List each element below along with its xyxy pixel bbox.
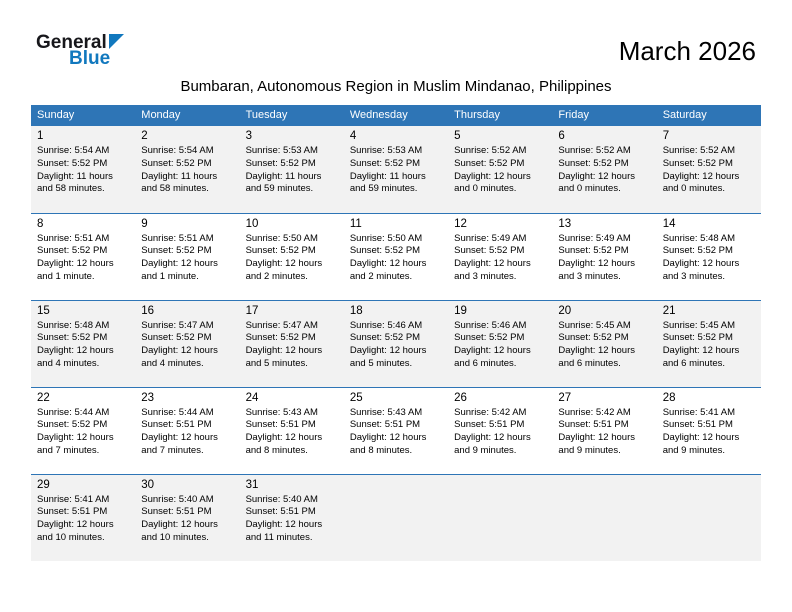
day-cell bbox=[240, 387, 344, 474]
daylight-line-2: and 8 minutes. bbox=[349, 444, 413, 456]
daylight-line: Daylight: 12 hours bbox=[37, 258, 114, 270]
day-info bbox=[37, 233, 132, 284]
day-number: 5 bbox=[454, 130, 461, 142]
day-cell bbox=[135, 213, 239, 300]
day-info bbox=[663, 145, 758, 196]
day-info bbox=[663, 233, 758, 284]
daylight-line: Daylight: 12 hours bbox=[558, 345, 635, 357]
day-info bbox=[141, 233, 236, 284]
day-info bbox=[246, 494, 341, 545]
daylight-line: Daylight: 12 hours bbox=[141, 258, 218, 270]
daylight-line-2: and 1 minute. bbox=[141, 270, 199, 282]
daylight-line: Daylight: 12 hours bbox=[37, 432, 114, 444]
daylight-line-2: and 8 minutes. bbox=[245, 444, 308, 456]
daylight-line: Daylight: 12 hours bbox=[141, 519, 218, 531]
daylight-line: Daylight: 12 hours bbox=[245, 345, 323, 357]
day-cell bbox=[448, 126, 552, 213]
sunrise-line: Sunrise: 5:49 AM bbox=[454, 232, 527, 244]
day-number: 20 bbox=[558, 304, 572, 317]
day-number: 14 bbox=[662, 217, 676, 230]
daylight-line: Daylight: 12 hours bbox=[141, 345, 218, 357]
sunrise-line: Sunrise: 5:49 AM bbox=[558, 232, 631, 244]
sunrise-line: Sunrise: 5:44 AM bbox=[37, 406, 110, 418]
daylight-line-2: and 1 minute. bbox=[37, 270, 95, 282]
daylight-line: Daylight: 12 hours bbox=[662, 345, 740, 357]
sunset-line: Sunset: 5:51 PM bbox=[37, 506, 108, 518]
day-info bbox=[558, 407, 653, 458]
sunset-line: Sunset: 5:52 PM bbox=[37, 245, 108, 257]
daylight-line: Daylight: 12 hours bbox=[662, 432, 740, 444]
sunrise-line: Sunrise: 5:46 AM bbox=[349, 319, 423, 331]
day-info bbox=[558, 233, 653, 284]
day-info bbox=[246, 320, 341, 371]
day-number: 10 bbox=[245, 217, 259, 230]
daylight-line: Daylight: 12 hours bbox=[245, 258, 323, 270]
day-number: 31 bbox=[245, 478, 259, 491]
daylight-line: Daylight: 11 hours bbox=[141, 170, 218, 182]
day-number: 26 bbox=[454, 391, 467, 404]
daylight-line-2: and 6 minutes. bbox=[558, 357, 621, 369]
day-info bbox=[454, 320, 549, 371]
week-row bbox=[31, 300, 761, 387]
day-cell bbox=[240, 213, 344, 300]
daylight-line: Daylight: 12 hours bbox=[141, 432, 218, 444]
sunrise-line: Sunrise: 5:47 AM bbox=[141, 319, 214, 331]
daylight-line: Daylight: 12 hours bbox=[662, 258, 740, 270]
daylight-line-2: and 3 minutes. bbox=[454, 270, 517, 282]
daylight-line-2: and 10 minutes. bbox=[141, 531, 209, 543]
page-title: March 2026 bbox=[618, 36, 756, 66]
sunset-line: Sunset: 5:52 PM bbox=[662, 245, 733, 257]
sunset-line: Sunset: 5:52 PM bbox=[454, 332, 525, 344]
sunset-line: Sunset: 5:52 PM bbox=[245, 245, 316, 257]
day-cell bbox=[135, 387, 239, 474]
daylight-line: Daylight: 12 hours bbox=[349, 432, 427, 444]
day-info bbox=[37, 320, 132, 371]
day-info bbox=[141, 494, 236, 545]
day-number: 25 bbox=[349, 391, 363, 404]
weekday-header: Saturday bbox=[657, 105, 761, 126]
daylight-line: Daylight: 12 hours bbox=[662, 170, 740, 182]
sunrise-line: Sunrise: 5:52 AM bbox=[558, 145, 631, 156]
day-number: 30 bbox=[141, 478, 155, 491]
sunrise-line: Sunrise: 5:47 AM bbox=[245, 319, 318, 331]
day-cell bbox=[657, 387, 761, 474]
sunset-line: Sunset: 5:52 PM bbox=[141, 245, 212, 257]
day-cell bbox=[240, 300, 344, 387]
day-number: 12 bbox=[454, 217, 467, 230]
sunrise-line: Sunrise: 5:41 AM bbox=[662, 406, 736, 418]
daylight-line-2: and 9 minutes. bbox=[454, 444, 517, 456]
daylight-line-2: and 3 minutes. bbox=[662, 270, 726, 282]
day-cell bbox=[448, 213, 552, 300]
sunset-line: Sunset: 5:52 PM bbox=[454, 245, 525, 257]
daylight-line: Daylight: 12 hours bbox=[454, 258, 531, 270]
daylight-line-2: and 58 minutes. bbox=[37, 183, 105, 195]
daylight-line: Daylight: 12 hours bbox=[37, 345, 114, 357]
day-cell bbox=[344, 126, 448, 213]
weekday-header-row bbox=[31, 105, 761, 126]
sunrise-line: Sunrise: 5:51 AM bbox=[37, 232, 110, 244]
day-cell bbox=[240, 474, 344, 561]
sunrise-line: Sunrise: 5:52 AM bbox=[662, 145, 736, 156]
sunset-line: Sunset: 5:51 PM bbox=[349, 419, 421, 431]
day-info bbox=[350, 145, 445, 196]
daylight-line: Daylight: 12 hours bbox=[245, 432, 323, 444]
daylight-line-2: and 9 minutes. bbox=[558, 444, 621, 456]
week-row bbox=[31, 213, 761, 300]
day-cell bbox=[552, 387, 656, 474]
sunrise-line: Sunrise: 5:43 AM bbox=[349, 406, 423, 418]
sunset-line: Sunset: 5:51 PM bbox=[141, 506, 212, 518]
day-number: 22 bbox=[37, 391, 50, 404]
sunrise-line: Sunrise: 5:51 AM bbox=[141, 232, 214, 244]
day-info bbox=[558, 320, 653, 371]
location-subtitle: Bumbaran, Autonomous Region in Muslim Mindanao, Philippines bbox=[180, 78, 612, 95]
day-number: 21 bbox=[662, 304, 676, 317]
daylight-line-2: and 5 minutes. bbox=[349, 357, 413, 369]
day-cell bbox=[657, 213, 761, 300]
day-info bbox=[454, 407, 549, 458]
day-cell bbox=[552, 126, 656, 213]
daylight-line-2: and 0 minutes. bbox=[662, 183, 726, 195]
sunrise-line: Sunrise: 5:46 AM bbox=[454, 319, 527, 331]
sunrise-line: Sunrise: 5:50 AM bbox=[349, 232, 423, 244]
daylight-line: Daylight: 11 hours bbox=[349, 170, 426, 182]
weekday-header: Wednesday bbox=[344, 105, 448, 126]
daylight-line: Daylight: 12 hours bbox=[37, 519, 114, 531]
day-number: 16 bbox=[141, 304, 155, 317]
day-number: 27 bbox=[558, 391, 572, 404]
daylight-line-2: and 4 minutes. bbox=[141, 357, 204, 369]
day-info bbox=[37, 494, 132, 545]
day-number: 23 bbox=[141, 391, 155, 404]
sunset-line: Sunset: 5:52 PM bbox=[558, 157, 629, 169]
day-number: 6 bbox=[558, 130, 565, 142]
daylight-line-2: and 58 minutes. bbox=[141, 183, 209, 195]
day-info bbox=[37, 145, 132, 196]
daylight-line: Daylight: 12 hours bbox=[454, 170, 531, 182]
sunrise-line: Sunrise: 5:45 AM bbox=[558, 319, 631, 331]
sunset-line: Sunset: 5:52 PM bbox=[245, 332, 316, 344]
day-cell bbox=[31, 213, 135, 300]
day-cell bbox=[344, 300, 448, 387]
day-number: 17 bbox=[245, 304, 259, 317]
day-cell bbox=[552, 300, 656, 387]
daylight-line: Daylight: 12 hours bbox=[454, 432, 531, 444]
sunrise-line: Sunrise: 5:50 AM bbox=[245, 232, 318, 244]
sunset-line: Sunset: 5:51 PM bbox=[558, 419, 629, 431]
sunrise-line: Sunrise: 5:41 AM bbox=[37, 493, 110, 505]
day-cell bbox=[31, 387, 135, 474]
empty-cell bbox=[657, 474, 761, 561]
empty-cell bbox=[344, 474, 448, 561]
sunset-line: Sunset: 5:52 PM bbox=[349, 245, 421, 257]
empty-cell bbox=[552, 474, 656, 561]
sunset-line: Sunset: 5:52 PM bbox=[454, 157, 525, 169]
day-cell bbox=[31, 300, 135, 387]
daylight-line: Daylight: 12 hours bbox=[349, 258, 427, 270]
day-info bbox=[350, 407, 445, 458]
sunrise-line: Sunrise: 5:54 AM bbox=[37, 145, 110, 156]
daylight-line-2: and 6 minutes. bbox=[454, 357, 517, 369]
day-info bbox=[350, 320, 445, 371]
sunset-line: Sunset: 5:52 PM bbox=[37, 419, 108, 431]
day-info bbox=[246, 145, 341, 196]
daylight-line-2: and 2 minutes. bbox=[245, 270, 308, 282]
daylight-line-2: and 2 minutes. bbox=[349, 270, 413, 282]
day-cell bbox=[448, 387, 552, 474]
week-row bbox=[31, 474, 761, 561]
day-number: 4 bbox=[349, 130, 357, 142]
day-cell bbox=[657, 126, 761, 213]
general-blue-logo bbox=[36, 33, 124, 68]
empty-cell bbox=[448, 474, 552, 561]
sunrise-line: Sunrise: 5:52 AM bbox=[454, 145, 527, 156]
day-number: 9 bbox=[141, 217, 148, 230]
day-cell bbox=[31, 474, 135, 561]
daylight-line: Daylight: 12 hours bbox=[349, 345, 427, 357]
daylight-line: Daylight: 12 hours bbox=[454, 345, 531, 357]
daylight-line: Daylight: 11 hours bbox=[245, 170, 322, 182]
sunrise-line: Sunrise: 5:43 AM bbox=[245, 406, 318, 418]
weekday-header: Monday bbox=[135, 105, 239, 126]
sunset-line: Sunset: 5:52 PM bbox=[558, 245, 629, 257]
daylight-line-2: and 9 minutes. bbox=[662, 444, 726, 456]
day-number: 2 bbox=[141, 130, 148, 142]
daylight-line-2: and 59 minutes. bbox=[349, 183, 418, 195]
daylight-line: Daylight: 11 hours bbox=[37, 170, 113, 182]
logo-triangle-icon bbox=[109, 34, 124, 49]
day-cell bbox=[552, 213, 656, 300]
day-number: 29 bbox=[37, 478, 50, 491]
sunrise-line: Sunrise: 5:53 AM bbox=[245, 145, 318, 156]
day-cell bbox=[240, 126, 344, 213]
day-cell bbox=[31, 126, 135, 213]
day-info bbox=[141, 320, 236, 371]
sunset-line: Sunset: 5:51 PM bbox=[141, 419, 212, 431]
daylight-line-2: and 11 minutes. bbox=[245, 531, 313, 543]
day-number: 11 bbox=[349, 217, 362, 230]
day-info bbox=[350, 233, 445, 284]
sunset-line: Sunset: 5:52 PM bbox=[558, 332, 629, 344]
day-number: 1 bbox=[37, 130, 44, 142]
day-info bbox=[246, 407, 341, 458]
sunset-line: Sunset: 5:52 PM bbox=[141, 157, 212, 169]
sunrise-line: Sunrise: 5:53 AM bbox=[349, 145, 423, 156]
daylight-line-2: and 10 minutes. bbox=[37, 531, 105, 543]
sunset-line: Sunset: 5:52 PM bbox=[245, 157, 316, 169]
daylight-line-2: and 7 minutes. bbox=[141, 444, 204, 456]
week-row bbox=[31, 126, 761, 213]
day-cell bbox=[448, 300, 552, 387]
day-info bbox=[454, 233, 549, 284]
sunset-line: Sunset: 5:51 PM bbox=[454, 419, 525, 431]
day-info bbox=[37, 407, 132, 458]
day-number: 13 bbox=[558, 217, 572, 230]
sunset-line: Sunset: 5:52 PM bbox=[37, 157, 108, 169]
sunrise-line: Sunrise: 5:42 AM bbox=[454, 406, 527, 418]
calendar-body bbox=[31, 126, 761, 561]
day-info bbox=[454, 145, 549, 196]
day-cell bbox=[135, 126, 239, 213]
daylight-line-2: and 0 minutes. bbox=[558, 183, 621, 195]
day-cell bbox=[344, 387, 448, 474]
sunset-line: Sunset: 5:52 PM bbox=[662, 157, 733, 169]
daylight-line-2: and 59 minutes. bbox=[245, 183, 314, 195]
calendar-table bbox=[31, 105, 761, 561]
daylight-line-2: and 4 minutes. bbox=[37, 357, 100, 369]
weekday-header: Tuesday bbox=[240, 105, 344, 126]
day-number: 3 bbox=[245, 130, 252, 142]
day-cell bbox=[657, 300, 761, 387]
sunrise-line: Sunrise: 5:44 AM bbox=[141, 406, 214, 418]
day-info bbox=[558, 145, 653, 196]
sunrise-line: Sunrise: 5:48 AM bbox=[662, 232, 736, 244]
daylight-line-2: and 5 minutes. bbox=[245, 357, 308, 369]
sunrise-line: Sunrise: 5:40 AM bbox=[245, 493, 318, 505]
weekday-header: Sunday bbox=[31, 105, 135, 126]
daylight-line-2: and 0 minutes. bbox=[454, 183, 517, 195]
day-number: 19 bbox=[454, 304, 467, 317]
day-info bbox=[141, 145, 236, 196]
day-cell bbox=[135, 474, 239, 561]
day-number: 28 bbox=[662, 391, 676, 404]
day-number: 8 bbox=[37, 217, 44, 230]
daylight-line: Daylight: 12 hours bbox=[558, 432, 635, 444]
sunset-line: Sunset: 5:51 PM bbox=[245, 506, 316, 518]
daylight-line: Daylight: 12 hours bbox=[245, 519, 323, 531]
day-number: 7 bbox=[662, 130, 670, 142]
day-info bbox=[246, 233, 341, 284]
sunset-line: Sunset: 5:52 PM bbox=[349, 332, 421, 344]
day-number: 18 bbox=[349, 304, 363, 317]
sunset-line: Sunset: 5:52 PM bbox=[662, 332, 733, 344]
day-number: 15 bbox=[37, 304, 50, 317]
sunset-line: Sunset: 5:52 PM bbox=[37, 332, 108, 344]
daylight-line-2: and 3 minutes. bbox=[558, 270, 621, 282]
sunrise-line: Sunrise: 5:40 AM bbox=[141, 493, 214, 505]
sunset-line: Sunset: 5:52 PM bbox=[349, 157, 421, 169]
logo-text-blue: Blue bbox=[69, 48, 111, 69]
sunrise-line: Sunrise: 5:45 AM bbox=[662, 319, 736, 331]
daylight-line-2: and 7 minutes. bbox=[37, 444, 100, 456]
sunset-line: Sunset: 5:51 PM bbox=[245, 419, 316, 431]
day-cell bbox=[344, 213, 448, 300]
day-info bbox=[141, 407, 236, 458]
sunset-line: Sunset: 5:51 PM bbox=[662, 419, 733, 431]
sunrise-line: Sunrise: 5:42 AM bbox=[558, 406, 631, 418]
sunset-line: Sunset: 5:52 PM bbox=[141, 332, 212, 344]
day-info bbox=[663, 407, 758, 458]
day-info bbox=[663, 320, 758, 371]
daylight-line: Daylight: 12 hours bbox=[558, 258, 635, 270]
sunrise-line: Sunrise: 5:48 AM bbox=[37, 319, 110, 331]
logo-text-general: General bbox=[36, 32, 107, 53]
daylight-line-2: and 6 minutes. bbox=[662, 357, 726, 369]
weekday-header: Friday bbox=[552, 105, 656, 126]
day-number: 24 bbox=[245, 391, 259, 404]
daylight-line: Daylight: 12 hours bbox=[558, 170, 635, 182]
day-cell bbox=[135, 300, 239, 387]
sunrise-line: Sunrise: 5:54 AM bbox=[141, 145, 214, 156]
weekday-header: Thursday bbox=[448, 105, 552, 126]
week-row bbox=[31, 387, 761, 474]
